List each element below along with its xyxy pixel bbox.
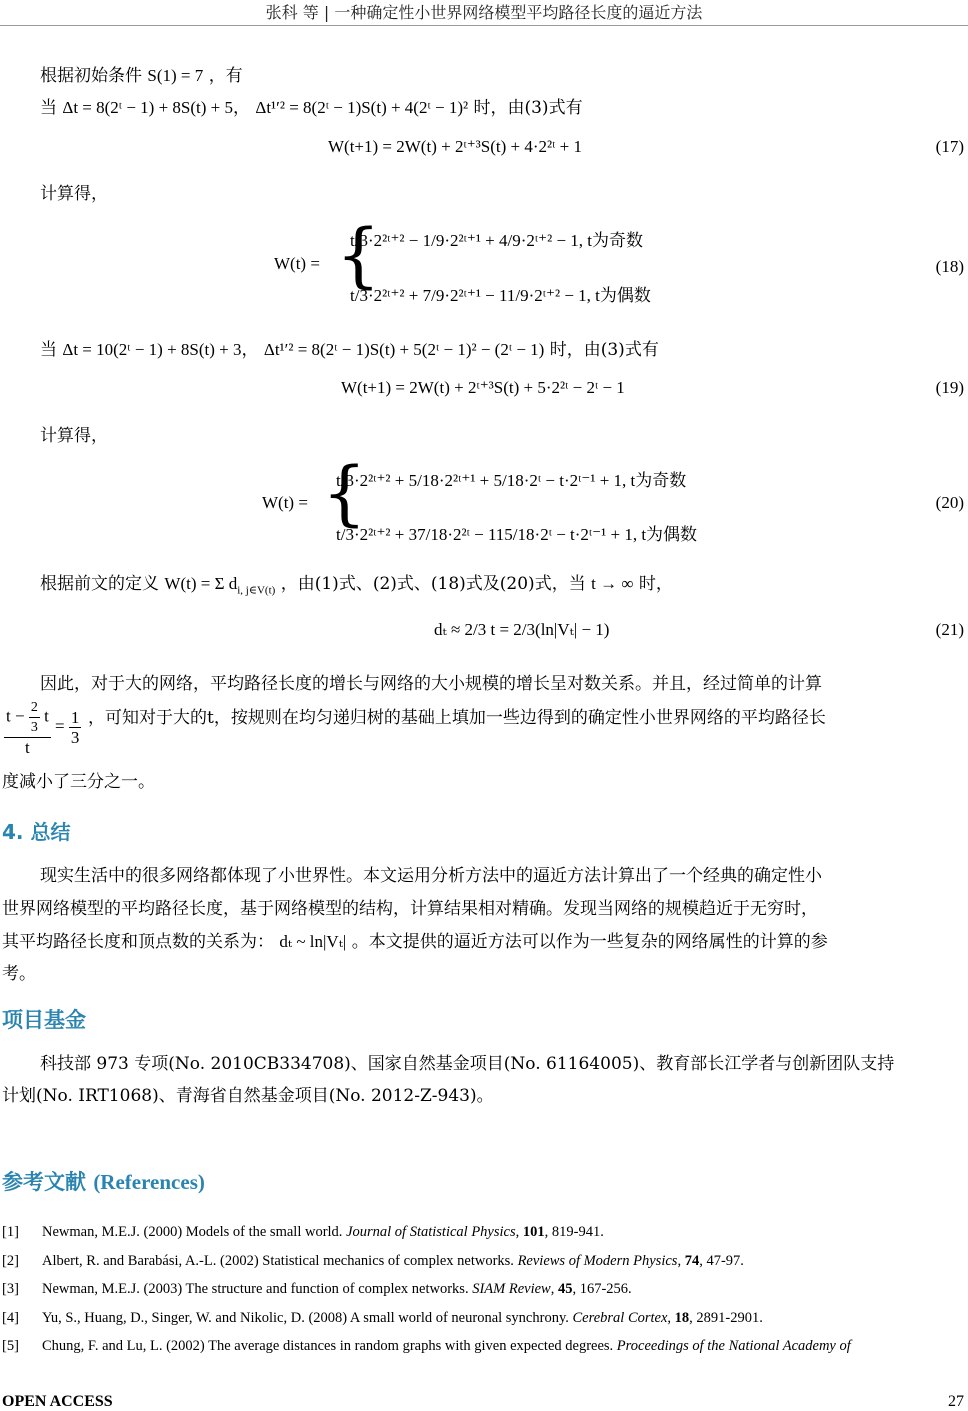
reference-journal: Cerebral Cortex [572, 1309, 668, 1326]
initial-condition-line [40, 64, 243, 88]
section-4-heading: 4. 总结 [2, 820, 71, 844]
reference-number: [4] [2, 1309, 19, 1326]
equation-20-case-even: t/3·2²ᵗ⁺² + 37/18·2²ᵗ − 115/18·2ᵗ − t·2ᵗ⁻¹ + 1, t为偶数 [336, 525, 698, 544]
section-4-line-1: 现实生活中的很多网络都体现了小世界性。本文运用分析方法中的逼近方法计算出了一个经典的确定性小 [40, 866, 822, 886]
footer-page-number: 27 [948, 1393, 964, 1410]
conclusion-line-1: 因此，对于大的网络，平均路径长度的增长与网络的大小规模的增长呈对数关系。并且，经过简单的计算 [40, 674, 822, 694]
references-heading [2, 1166, 205, 1196]
footer-open-access: OPEN ACCESS [2, 1393, 113, 1410]
case1-line [40, 96, 583, 120]
case1-delta: Δt = 8(2ᵗ − 1) + 8S(t) + 5 [62, 98, 233, 117]
reference-authors-title: Newman, M.E.J. (2000) Models of the small world. [42, 1224, 347, 1240]
case2-suffix: 时，由(3)式有 [549, 340, 659, 360]
reference-volume: 74 [684, 1252, 700, 1269]
section-4-line-2: 世界网络模型的平均路径长度，基于网络模型的结构，计算结果相对精确。发现当网络的规模趋近于无穷时， [2, 899, 818, 919]
reference-text: Albert, R. and Barabási, A.-L. (2002) Statistical mechanics of complex networks. Reviews of Modern Physics, 74, 47-97. [42, 1252, 744, 1269]
funding-line-1: 科技部 973 专项(No. 2010CB334708)、国家自然基金项目(No. 61164005)、教育部长江学者与创新团队支持 [40, 1054, 895, 1074]
reference-journal: SIAM Review [472, 1281, 551, 1297]
section-4-line-3b: 。本文提供的逼近方法可以作为一些复杂的网络属性的计算的参 [351, 932, 828, 952]
equation-21: dₜ ≈ 2/3 t = 2/3(ln|Vₜ| − 1) [434, 620, 610, 639]
reference-text: Yu, S., Huang, D., Singer, W. and Nikolic, D. (2008) A small world of neuronal synchrony. Cerebral Cortex, 18, 2891-2901. [42, 1309, 763, 1326]
reference-number: [1] [2, 1224, 19, 1240]
equation-18-brace: { [336, 214, 381, 296]
section-4-inline-eq: dₜ ~ ln|Vₜ| [279, 932, 347, 951]
definition-limit: t → ∞ [591, 574, 634, 593]
equation-19-number: (19) [935, 378, 964, 397]
case2-delta2: Δt¹′² = 8(2ᵗ − 1)S(t) + 5(2ᵗ − 1)² − (2ᵗ − 1) [263, 340, 545, 359]
initial-condition-text: 根据初始条件 [40, 66, 142, 86]
equation-20-lhs: W(t) = [262, 493, 308, 512]
case1-mid: ， [233, 98, 250, 118]
definition-sum: W(t) = Σ d [164, 574, 238, 593]
reference-volume: 45 [557, 1281, 573, 1297]
equation-20-case-odd: t/3·2²ᵗ⁺² + 5/18·2²ᵗ⁺¹ + 5/18·2ᵗ − t·2ᵗ⁻¹ + 1, t为奇数 [336, 471, 687, 490]
equation-20-brace: { [322, 452, 367, 534]
references-heading-cn: 参考文献 [2, 1170, 86, 1194]
equation-21-number: (21) [935, 620, 964, 639]
equation-19: W(t+1) = 2W(t) + 2ᵗ⁺³S(t) + 5·2²ᵗ − 2ᵗ − 1 [341, 378, 625, 397]
definition-prefix: 根据前文的定义 [40, 574, 159, 594]
equation-18-case-odd: t/3·2²ᵗ⁺² − 1/9·2²ᵗ⁺¹ + 4/9·2ᵗ⁺² − 1, t为奇数 [350, 231, 644, 250]
case2-prefix: 当 [40, 340, 57, 360]
reference-authors-title: Albert, R. and Barabási, A.-L. (2002) Statistical mechanics of complex networks. [42, 1252, 518, 1269]
section-4-line-3a: 其平均路径长度和顶点数的关系为： [2, 932, 274, 952]
equation-18-case-even: t/3·2²ᵗ⁺² + 7/9·2²ᵗ⁺¹ − 11/9·2ᵗ⁺² − 1, t为偶数 [350, 286, 651, 305]
definition-sum-subscript: i, j∈V(t) [237, 584, 276, 597]
equation-17: W(t+1) = 2W(t) + 2ᵗ⁺³S(t) + 4·2²ᵗ + 1 [328, 137, 582, 156]
funding-line-2: 计划(No. IRT1068)、青海省自然基金项目(No. 2012-Z-943)。 [2, 1086, 494, 1106]
equation-17-number: (17) [935, 137, 964, 156]
case2-delta: Δt = 10(2ᵗ − 1) + 8S(t) + 3 [62, 340, 242, 359]
equation-18-number: (18) [935, 257, 964, 276]
reference-text [42, 1338, 851, 1355]
initial-condition-eq: S(1) = 7 [147, 66, 204, 85]
definition-suffix: ，由(1)式、(2)式、(18)式及(20)式，当 [280, 574, 586, 594]
equation-20-number: (20) [935, 493, 964, 512]
header-divider [0, 25, 968, 26]
reference-number: [2] [2, 1252, 19, 1269]
reference-pages: , 2891-2901. [689, 1309, 763, 1326]
reference-authors-title: Newman, M.E.J. (2003) The structure and function of complex networks. [42, 1281, 473, 1297]
equation-18-lhs: W(t) = [274, 254, 320, 273]
reference-text: Newman, M.E.J. (2000) Models of the small world. Journal of Statistical Physics, 101, 819-941. [42, 1224, 604, 1240]
calc-label-2: 计算得， [40, 426, 108, 446]
funding-heading: 项目基金 [2, 1008, 86, 1032]
conclusion-line-2: ，可知对于大的t，按规则在均匀递归树的基础上填加一些边得到的确定性小世界网络的平均路径长 [88, 708, 826, 728]
reference-pages: , 167-256. [572, 1281, 632, 1297]
reference-pages: , 819-941. [544, 1224, 604, 1240]
case1-suffix: 时，由(3)式有 [473, 98, 583, 118]
reference-authors-title: Chung, F. and Lu, L. (2002) The average distances in random graphs with given expected degrees. [42, 1338, 617, 1354]
reference-pages: , 47-97. [699, 1252, 744, 1269]
case1-prefix: 当 [40, 98, 57, 118]
reference-authors-title: Yu, S., Huang, D., Singer, W. and Nikolic, D. (2008) A small world of neuronal synchrony. [42, 1309, 573, 1326]
conclusion-line-3: 度减小了三分之一。 [2, 772, 155, 792]
reference-journal: Reviews of Modern Physics [517, 1252, 678, 1269]
definition-end: 时， [638, 574, 673, 594]
definition-line [40, 572, 673, 602]
reference-volume: 18 [674, 1309, 690, 1326]
section-4-line-4: 考。 [2, 964, 36, 984]
initial-condition-end: ，有 [208, 66, 243, 86]
running-header: 张科 等 | 一种确定性小世界网络模型平均路径长度的逼近方法 [265, 3, 703, 22]
reference-number: [5] [2, 1338, 19, 1354]
case2-line [40, 338, 659, 362]
reference-journal: Journal of Statistical Physics [346, 1224, 516, 1240]
reference-volume: 101 [522, 1224, 545, 1240]
calc-label-1: 计算得， [40, 184, 108, 204]
section-4-line-3 [2, 930, 828, 954]
reference-journal: Proceedings of the National Academy of [616, 1338, 851, 1354]
fraction-ratio: t − $\frac{2}{3}$ t t = $\frac{1}{3}$ [6, 700, 80, 757]
case2-mid: ， [241, 340, 259, 360]
references-heading-en: (References) [93, 1170, 205, 1194]
reference-text: Newman, M.E.J. (2003) The structure and function of complex networks. SIAM Review, 45, 167-256. [42, 1281, 632, 1297]
case1-delta2: Δt¹′² = 8(2ᵗ − 1)S(t) + 4(2ᵗ − 1)² [255, 98, 469, 117]
reference-number: [3] [2, 1281, 19, 1297]
